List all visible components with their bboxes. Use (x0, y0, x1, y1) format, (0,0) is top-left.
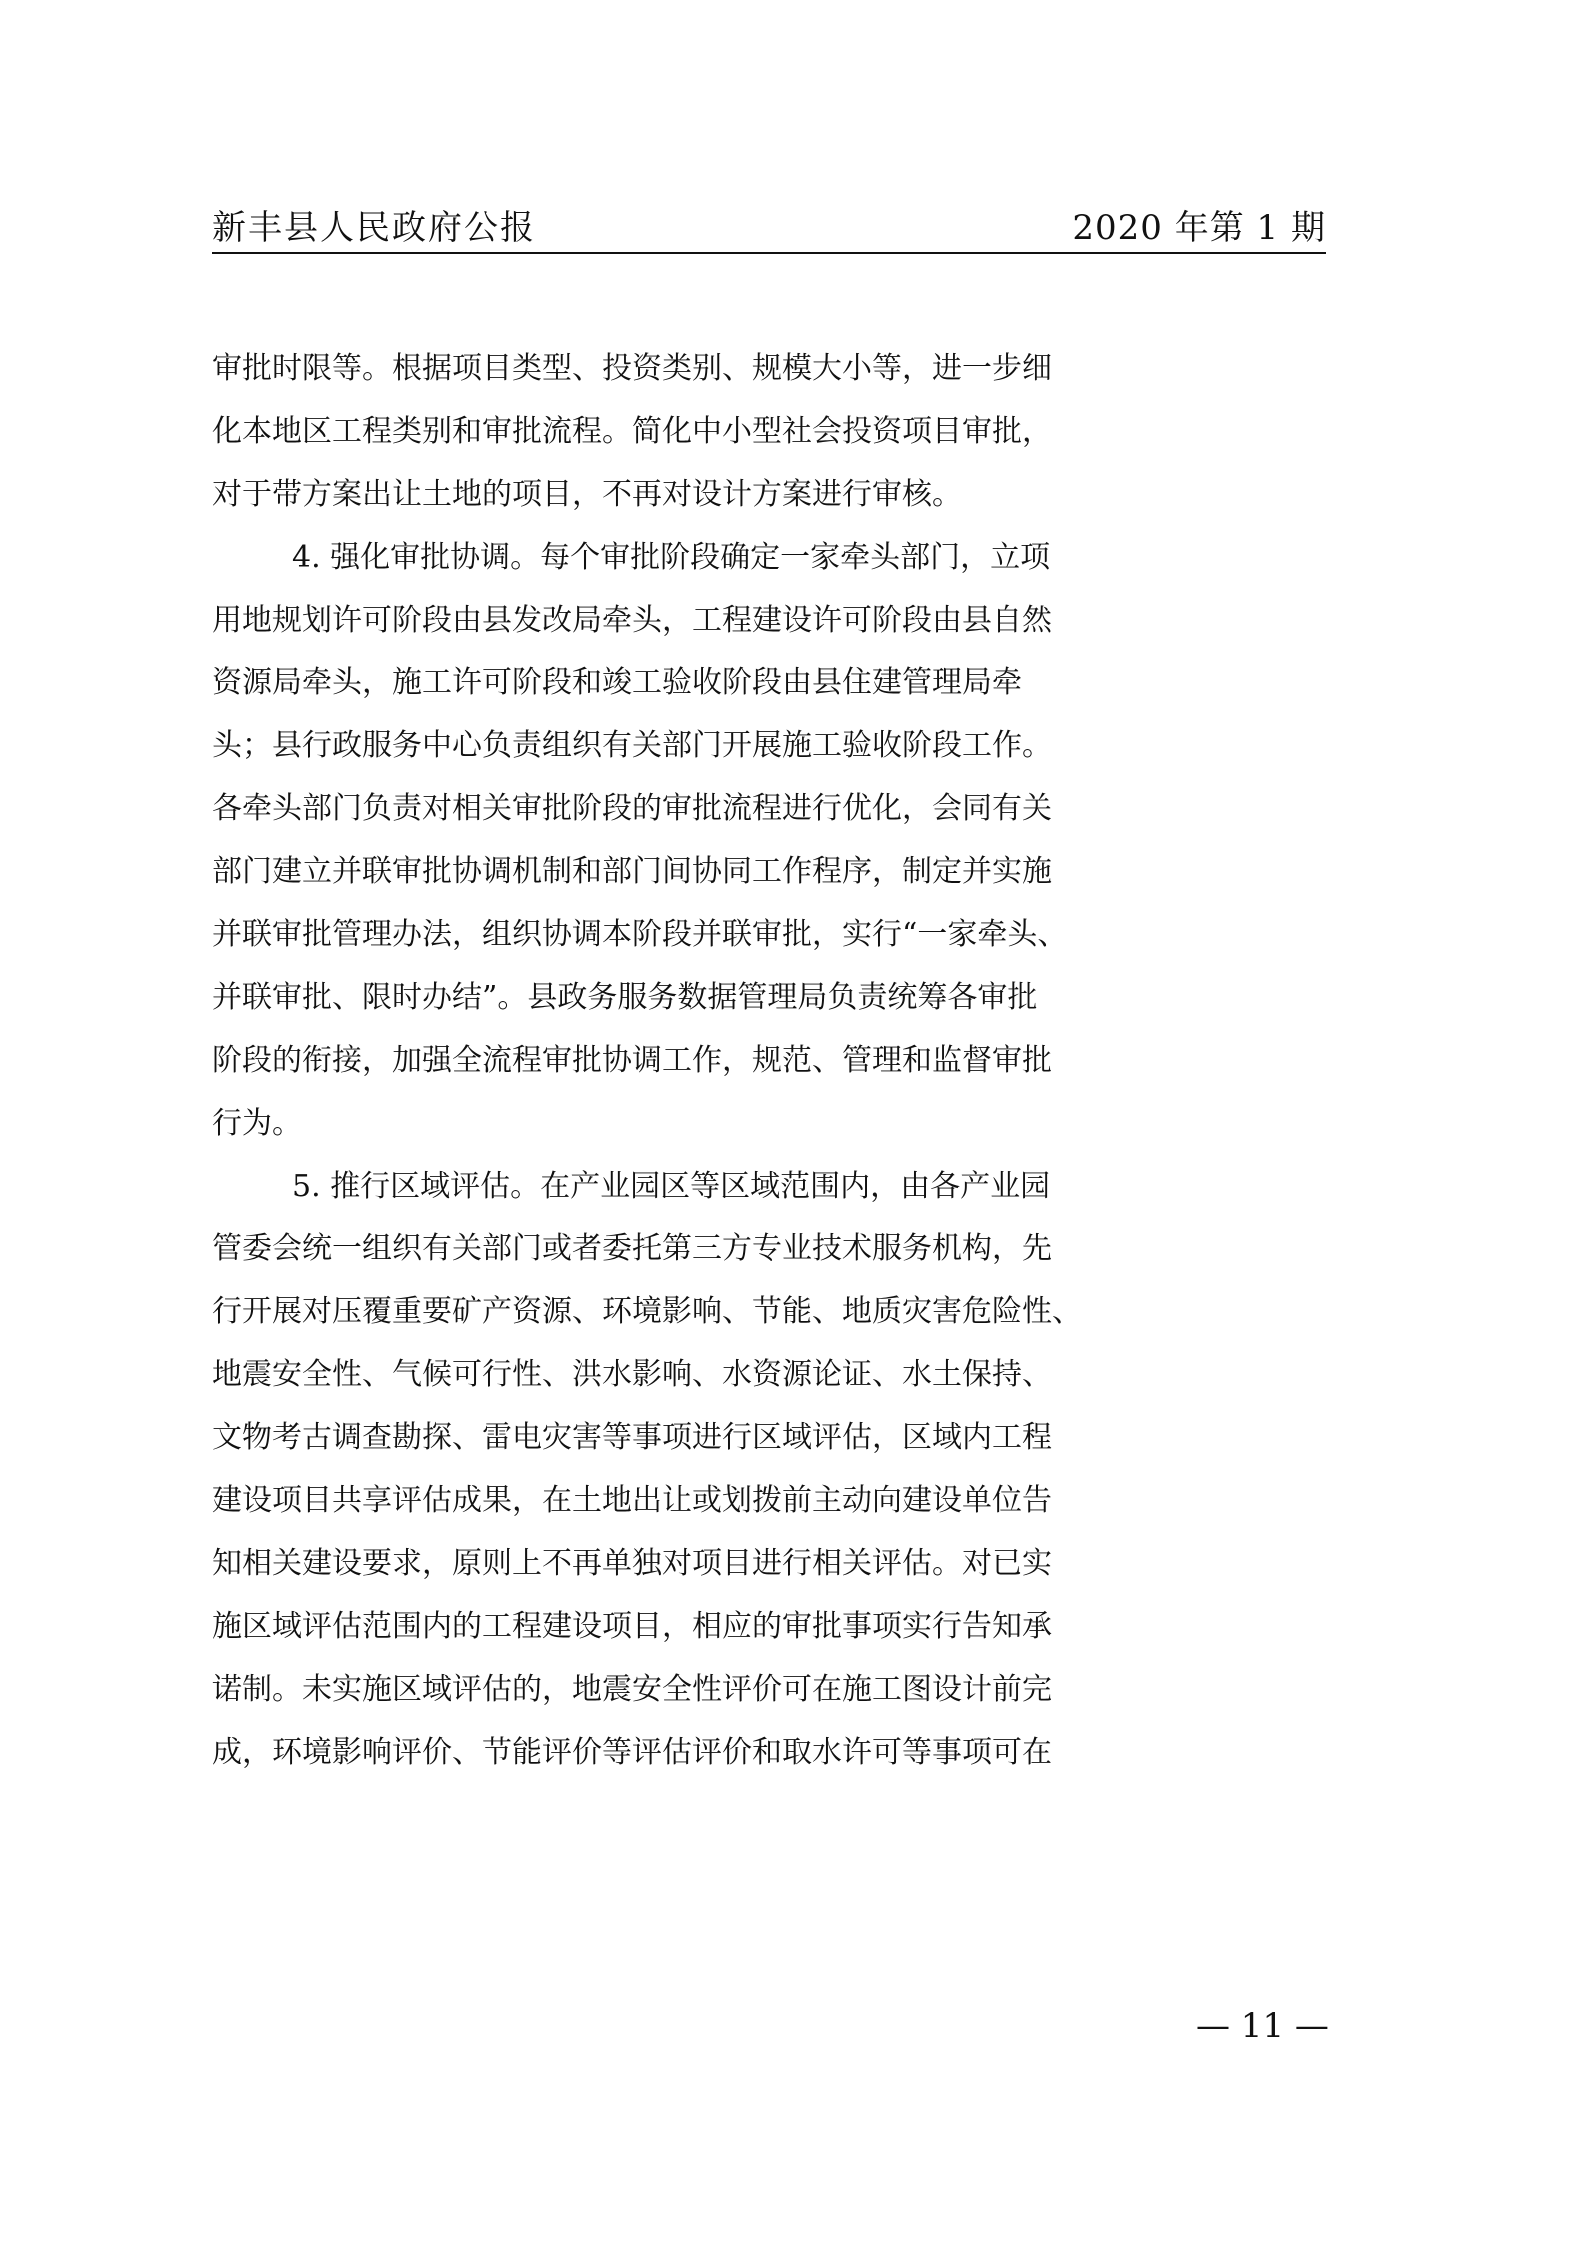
text-line: 并联审批、限时办结”。县政务服务数据管理局负责统筹各审批 (212, 979, 1038, 1015)
bulletin-title: 新丰县人民政府公报 (212, 208, 536, 248)
text-line: 阶段的衔接，加强全流程审批协调工作，规范、管理和监督审批 (212, 1042, 1052, 1078)
text-line: 5. 推行区域评估。在产业园区等区域范围内，由各产业园 (292, 1168, 1051, 1204)
body-text (212, 338, 1398, 1784)
text-line: 审批时限等。根据项目类型、投资类别、规模大小等，进一步细 (212, 351, 1052, 386)
text-line: 部门建立并联审批协调机制和部门间协同工作程序，制定并实施 (212, 854, 1052, 890)
text-line: 管委会统一组织有关部门或者委托第三方专业技术服务机构，先 (212, 1231, 1052, 1267)
text-line: 知相关建设要求，原则上不再单独对项目进行相关评估。对已实 (212, 1545, 1052, 1581)
page-header (212, 208, 1326, 254)
text-line: 诺制。未实施区域评估的，地震安全性评价可在施工图设计前完 (212, 1671, 1052, 1707)
text-line: 化本地区工程类别和审批流程。简化中小型社会投资项目审批， (212, 413, 1052, 449)
text-line: 建设项目共享评估成果，在土地出让或划拨前主动向建设单位告 (212, 1483, 1052, 1519)
text-line: 行开展对压覆重要矿产资源、环境影响、节能、地质灾害危险性、 (212, 1294, 1082, 1330)
text-line: 各牵头部门负责对相关审批阶段的审批流程进行优化，会同有关 (212, 791, 1052, 827)
text-line: 并联审批管理办法，组织协调本阶段并联审批，实行“一家牵头、 (212, 917, 1068, 953)
text-line: 4. 强化审批协调。每个审批阶段确定一家牵头部门，立项 (292, 539, 1051, 575)
text-line: 用地规划许可阶段由县发改局牵头，工程建设许可阶段由县自然 (212, 602, 1052, 638)
text-line: 地震安全性、气候可行性、洪水影响、水资源论证、水土保持、 (212, 1357, 1052, 1393)
text-line: 对于带方案出让土地的项目，不再对设计方案进行审核。 (212, 476, 962, 512)
text-line: 头；县行政服务中心负责组织有关部门开展施工验收阶段工作。 (212, 728, 1052, 764)
text-line: 行为。 (212, 1105, 302, 1141)
text-line: 资源局牵头，施工许可阶段和竣工验收阶段由县住建管理局牵 (212, 665, 1022, 701)
text-line: 成，环境影响评价、节能评价等评估评价和取水许可等事项可在 (212, 1734, 1052, 1770)
issue-number: 2020 年第 1 期 (1072, 208, 1326, 248)
text-line: 施区域评估范围内的工程建设项目，相应的审批事项实行告知承 (212, 1608, 1052, 1644)
text-line: 文物考古调查勘探、雷电灾害等事项进行区域评估，区域内工程 (212, 1420, 1052, 1456)
page-number: — 11 — (1196, 2006, 1329, 2046)
